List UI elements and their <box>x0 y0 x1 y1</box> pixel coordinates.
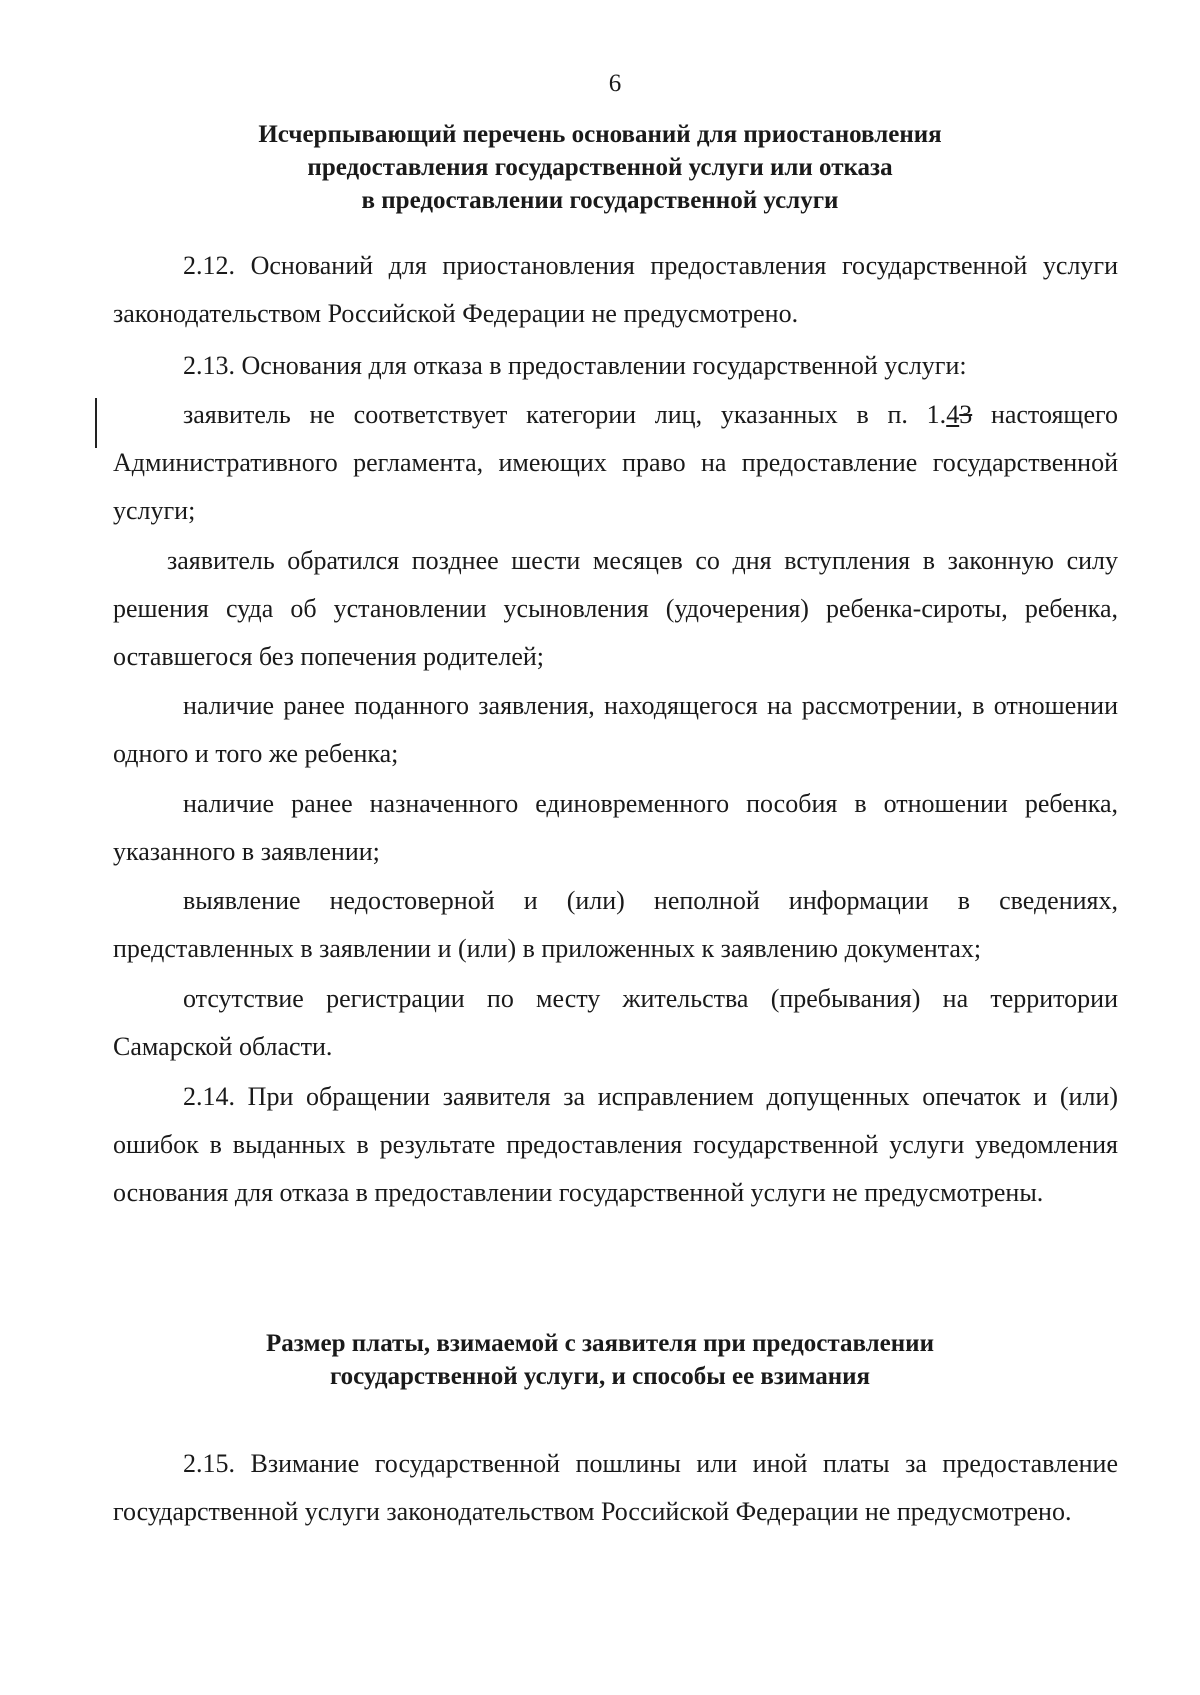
paragraph-2-13: 2.13. Основания для отказа в предоставлении государственной услуги: <box>183 351 967 380</box>
heading-line: предоставления государственной услуги или отказа <box>307 154 893 181</box>
heading-line: государственной услуги, и способы ее взимания <box>329 1363 871 1390</box>
refusal-item-invalid-info: выявление недостоверной и (или) неполной информации в сведениях, представленных в заявлении и (или) в приложенных к заявлению документах; <box>113 886 1118 963</box>
margin-change-mark <box>95 398 97 448</box>
section-heading-fee <box>180 1327 1020 1393</box>
section-heading-refusal-grounds <box>180 118 1020 217</box>
refusal-item-allowance-assigned: наличие ранее назначенного единовременного пособия в отношении ребенка, указанного в заявлении; <box>113 789 1118 866</box>
item-text: настоящего Административного регламента, имеющих право на предоставление государственной услуги; <box>113 400 1118 525</box>
refusal-item-category <box>113 391 1118 535</box>
heading-line: Размер платы, взимаемой с заявителя при предоставлении <box>266 1330 934 1357</box>
refusal-item-no-registration: отсутствие регистрации по месту жительства (пребывания) на территории Самарской области. <box>113 984 1118 1061</box>
corrected-digit: 4 <box>946 400 960 429</box>
refusal-item-duplicate-application: наличие ранее поданного заявления, находящегося на рассмотрении, в отношении одного и того же ребенка; <box>113 691 1118 768</box>
heading-line: Исчерпывающий перечень оснований для приостановления <box>258 121 942 148</box>
paragraph-2-14: 2.14. При обращении заявителя за исправлением допущенных опечаток и (или) ошибок в выданных в результате предоставления государственной услуги уведомления основания для отказа в предоставлении государственной услуги не предусмотрены. <box>113 1082 1118 1207</box>
paragraph-2-15: 2.15. Взимание государственной пошлины или иной платы за предоставление государственной услуги законодательством Российской Федерации не предусмотрено. <box>113 1449 1118 1526</box>
heading-line: в предоставлении государственной услуги <box>361 187 839 214</box>
page-number: 6 <box>608 70 622 97</box>
struck-digit: 3 <box>959 400 973 429</box>
item-text: заявитель не соответствует категории лиц, указанных в п. 1. <box>183 400 947 429</box>
refusal-item-deadline: заявитель обратился позднее шести месяцев со дня вступления в законную силу решения суда об установлении усыновления (удочерения) ребенка-сироты, ребенка, оставшегося без попечения родителей; <box>113 546 1118 671</box>
paragraph-2-12: 2.12. Оснований для приостановления предоставления государственной услуги законодательством Российской Федерации не предусмотрено. <box>113 251 1118 328</box>
